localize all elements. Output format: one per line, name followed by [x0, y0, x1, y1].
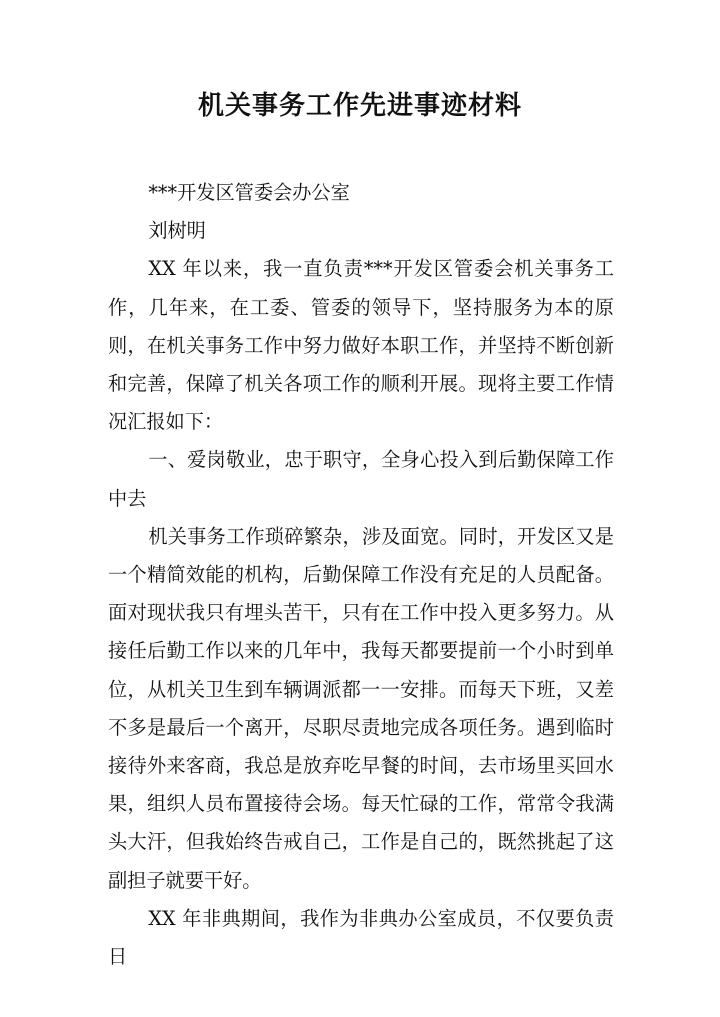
document-body	[108, 174, 614, 976]
author-line: 刘树明	[148, 219, 206, 243]
paragraph: XX 年非典期间，我作为非典办公室成员，不仅要负责日	[108, 906, 614, 969]
paragraph: 机关事务工作琐碎繁杂，涉及面宽。同时，开发区又是一个精简效能的机构，后勤保障工作没有充足的人员配备。面对现状我只有埋头苦干，只有在工作中投入更多努力。从接任后勤工作以来的几年中，我每天都要提前一个小时到单位，从机关卫生到车辆调派都一一安排。而每天下班，又差不多是最后一个离开，尽职尽责地完成各项任务。遇到临时接待外来客商，我总是放弃吃早餐的时间，去市场里买回水果，组织人员布置接待会场。每天忙碌的工作，常常令我满头大汗，但我始终告戒自己，工作是自己的，既然挑起了这副担子就要干好。	[108, 524, 614, 892]
paragraph: XX 年以来，我一直负责***开发区管委会机关事务工作，几年来，在工委、管委的领导下，坚持服务为本的原则，在机关事务工作中努力做好本职工作，并坚持不断创新和完善，保障了机关各项工作的顺利开展。现将主要工作情况汇报如下：	[108, 257, 614, 434]
document-title: 机关事务工作先进事迹材料	[197, 91, 522, 121]
organization-line: ***开发区管委会办公室	[148, 181, 350, 204]
section-heading: 一、爱岗敬业，忠于职守，全身心投入到后勤保障工作中去	[108, 448, 614, 510]
